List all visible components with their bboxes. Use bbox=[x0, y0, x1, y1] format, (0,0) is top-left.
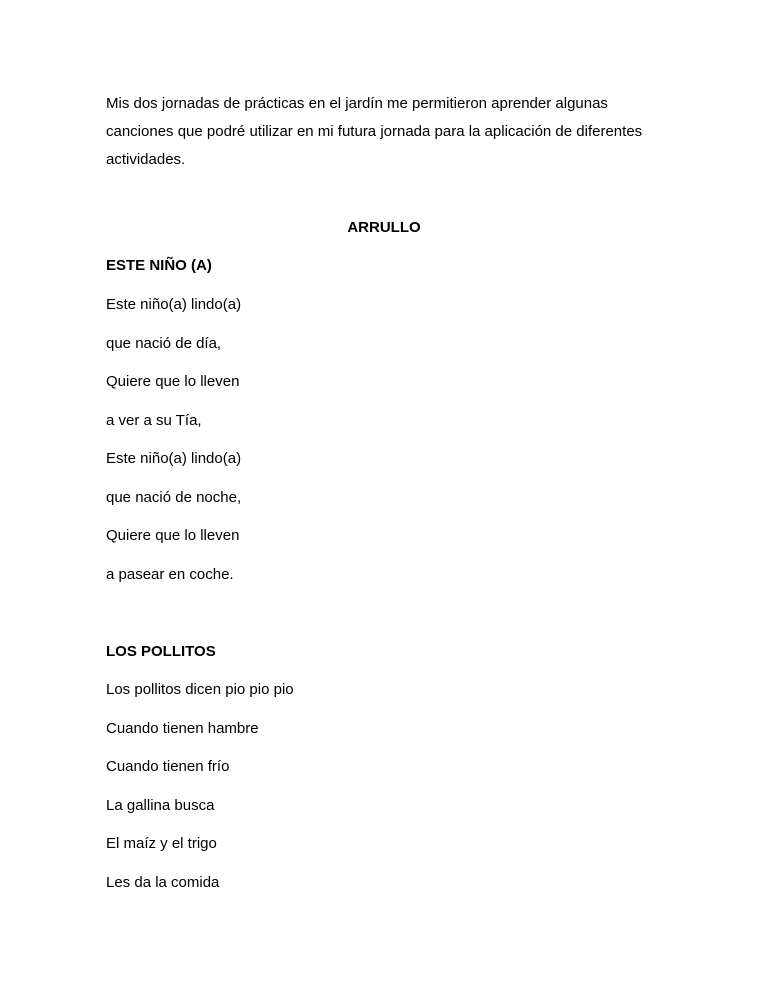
song1-line: Quiere que lo lleven bbox=[106, 373, 240, 390]
section-title: ARRULLO bbox=[347, 219, 421, 236]
intro-paragraph bbox=[106, 90, 666, 174]
song2-line: Cuando tienen hambre bbox=[106, 720, 259, 737]
song2-line: La gallina busca bbox=[106, 797, 215, 814]
song2-line: El maíz y el trigo bbox=[106, 835, 217, 852]
song1-line: a pasear en coche. bbox=[106, 566, 234, 583]
song1-line: Este niño(a) lindo(a) bbox=[106, 450, 242, 467]
song2-line: Cuando tienen frío bbox=[106, 758, 230, 775]
song1-line: a ver a su Tía, bbox=[106, 412, 202, 429]
intro-line-3: actividades. bbox=[106, 151, 186, 168]
song1-line: Este niño(a) lindo(a) bbox=[106, 296, 242, 313]
song-title-este-nino: ESTE NIÑO (A) bbox=[106, 257, 212, 274]
song-title-los-pollitos: LOS POLLITOS bbox=[106, 643, 216, 660]
song2-line: Los pollitos dicen pio pio pio bbox=[106, 681, 294, 698]
song1-line: Quiere que lo lleven bbox=[106, 527, 240, 544]
song1-line: que nació de noche, bbox=[106, 489, 242, 506]
intro-line-2: canciones que podré utilizar en mi futura jornada para la aplicación de diferentes bbox=[106, 123, 643, 140]
intro-line-1: Mis dos jornadas de prácticas en el jardín me permitieron aprender algunas bbox=[106, 95, 608, 112]
song1-line: que nació de día, bbox=[106, 335, 222, 352]
song2-line: Les da la comida bbox=[106, 874, 220, 891]
